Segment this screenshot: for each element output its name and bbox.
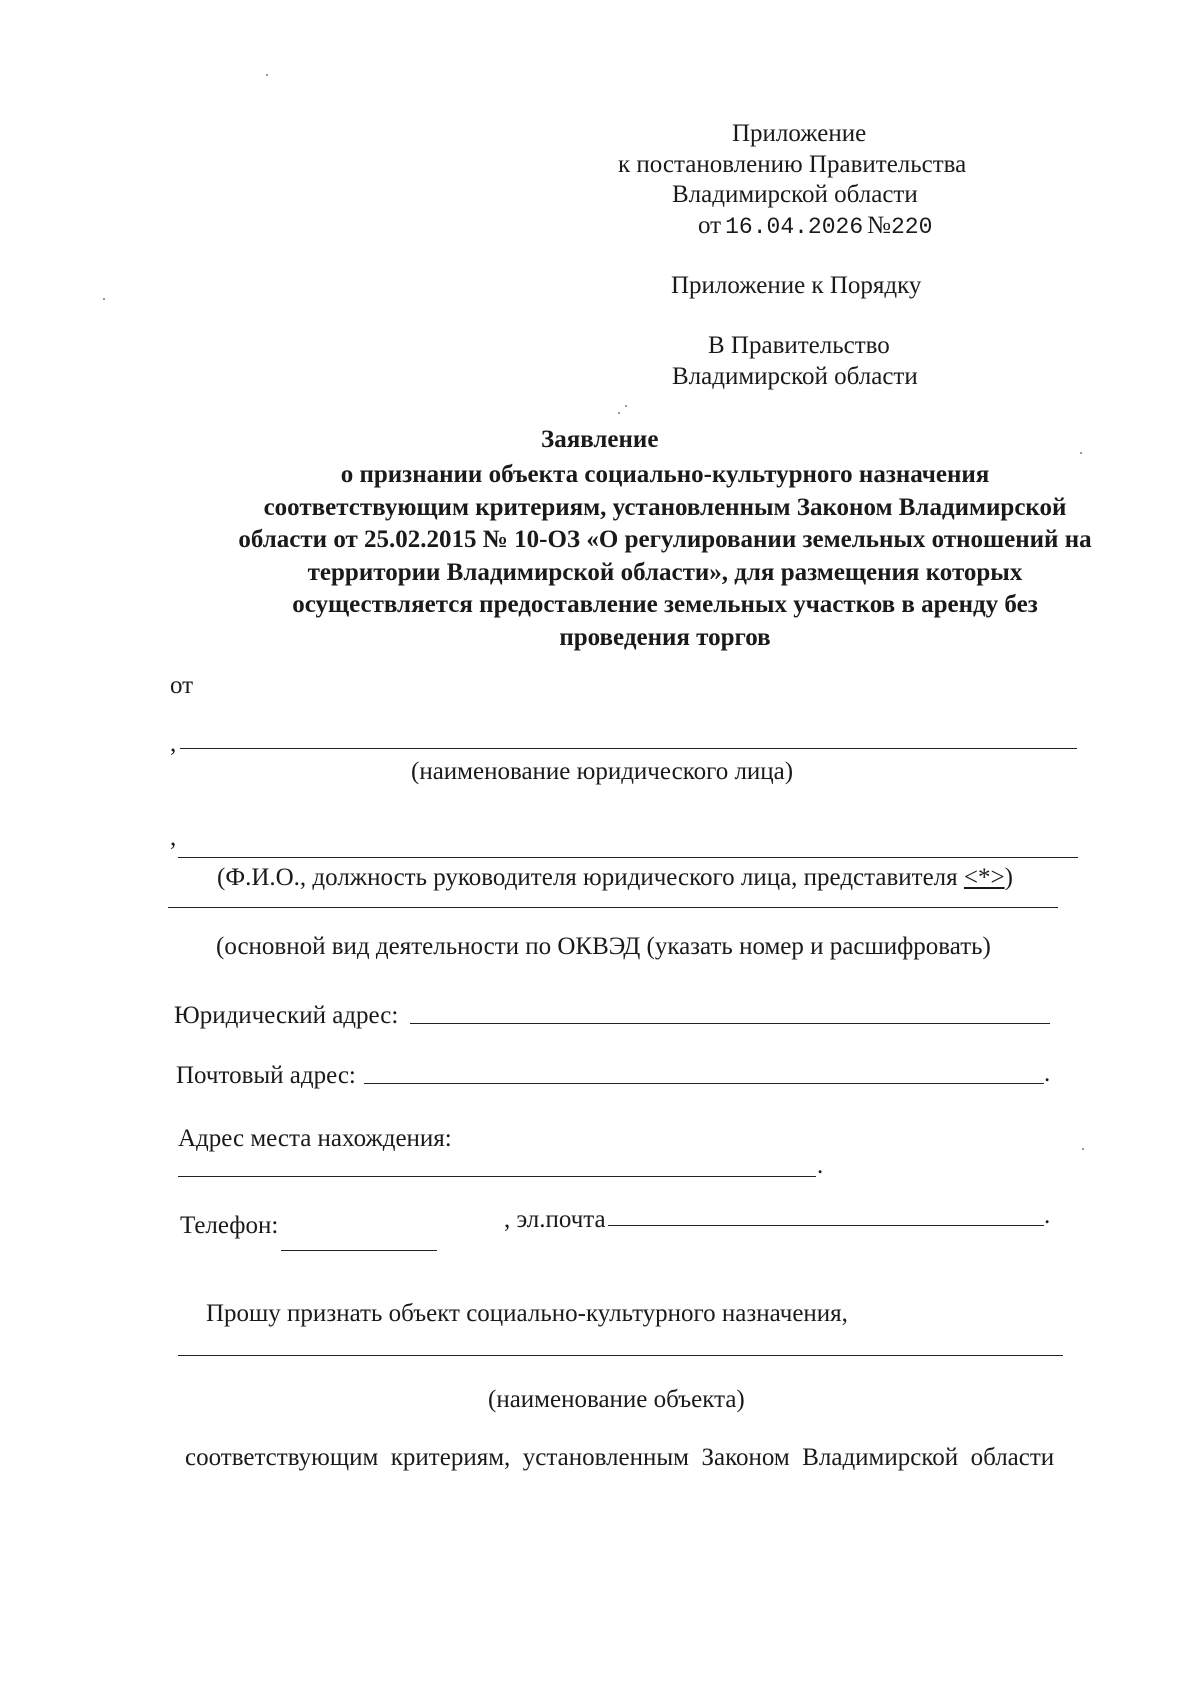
scan-speck [618,412,620,414]
number-sign: № [867,212,891,239]
title-line: области от 25.02.2015 № 10-ОЗ «О регулировании земельных отношений на [238,526,1092,553]
scan-speck [1080,452,1082,454]
postal-address-label: Почтовый адрес: [176,1062,356,1089]
legal-entity-caption: (наименование юридического лица) [411,758,794,785]
location-address-line[interactable] [178,1176,816,1177]
phone-label: Телефон: [180,1212,279,1239]
comma-mark: , [170,730,177,757]
date-value: 16.04.2026 [725,214,864,240]
legal-entity-name-line[interactable] [180,748,1077,749]
scan-speck [1082,1148,1084,1150]
email-line[interactable] [608,1225,1044,1226]
object-name-line[interactable] [178,1355,1063,1356]
scan-speck [103,298,105,300]
header-resolution: к постановлению Правительства [618,151,967,178]
document-title: Заявление [541,426,659,453]
location-address-label: Адрес места нахождения: [178,1125,452,1152]
from-label: от [170,672,194,699]
footnote-reference[interactable]: <*> [963,864,1005,891]
okved-line[interactable] [168,907,1058,908]
postal-address-line[interactable] [364,1083,1044,1084]
header-date-line [698,210,932,242]
addressee-line1: В Правительство [708,332,890,359]
addressee-line2: Владимирской области [672,363,918,390]
title-subject [150,459,1180,654]
okved-caption: (основной вид деятельности по ОКВЭД (указать номер и расшифровать) [216,933,991,960]
scan-speck [266,74,268,76]
date-prefix: от [698,212,722,239]
number-value: 220 [891,214,933,240]
header-region: Владимирской области [672,181,918,208]
scan-speck [625,405,627,407]
head-name-line[interactable] [178,857,1078,858]
request-text: Прошу признать объект социально-культурного назначения, [206,1300,848,1327]
title-line: проведения торгов [559,623,771,651]
postal-end-dot: . [1044,1060,1051,1087]
title-line: соответствующим критериям, установленным Законом Владимирской [263,493,1067,521]
title-line: осуществляется предоставление земельных участков в аренду без [292,591,1038,618]
phone-line[interactable] [281,1250,437,1251]
head-caption [217,862,1013,894]
appendix-to-order: Приложение к Порядку [671,272,922,299]
title-line: о признании объекта социально-культурного назначения [340,461,990,488]
head-caption-close: ) [1004,864,1013,891]
continuation-text: соответствующим критериям, установленным Законом Владимирской области [185,1444,1055,1471]
location-end-dot: . [817,1152,824,1179]
object-caption: (наименование объекта) [488,1386,745,1413]
comma-mark: , [170,824,177,851]
email-end-dot: . [1044,1202,1051,1229]
legal-address-line[interactable] [410,1023,1050,1024]
header-appendix: Приложение [732,120,867,147]
email-label: , эл.почта [504,1206,606,1233]
head-caption-text: (Ф.И.О., должность руководителя юридического лица, представителя [217,864,958,891]
legal-address-label: Юридический адрес: [174,1002,399,1029]
title-line: территории Владимирской области», для размещения которых [307,558,1023,586]
